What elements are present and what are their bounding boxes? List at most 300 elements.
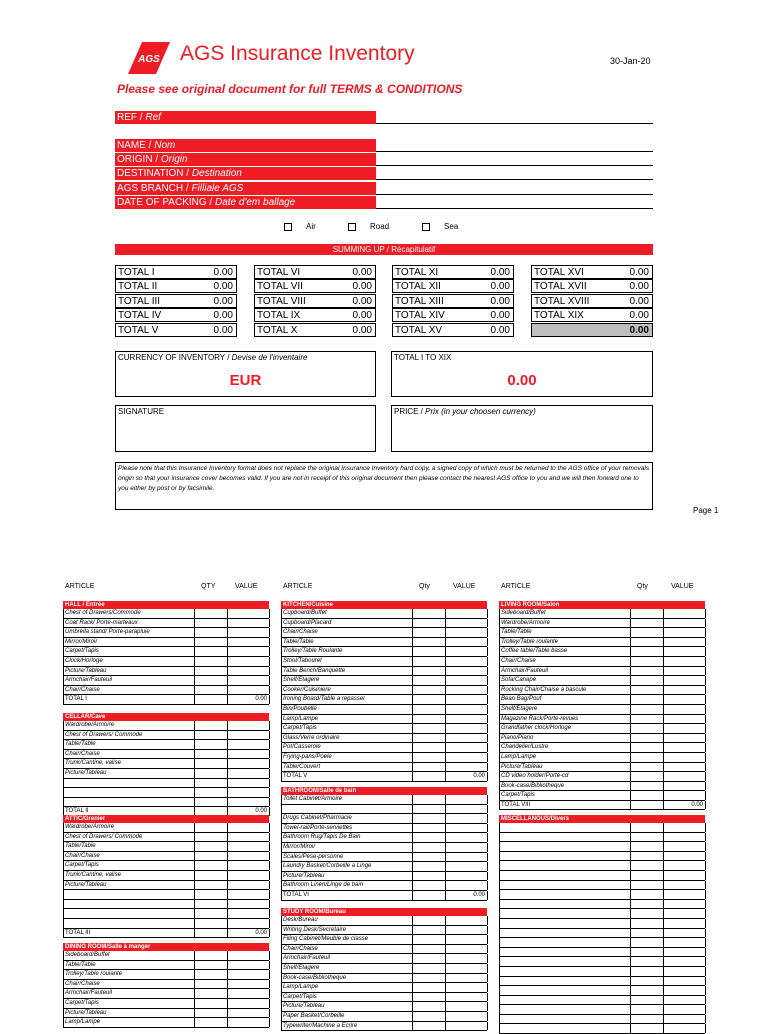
table-row[interactable]: [499, 705, 705, 715]
qty-cell[interactable]: [412, 945, 445, 954]
qty-cell[interactable]: [194, 619, 227, 628]
field-input-line[interactable]: [376, 194, 653, 195]
qty-cell[interactable]: [412, 1002, 445, 1011]
qty-cell[interactable]: [412, 935, 445, 944]
table-row[interactable]: [281, 964, 487, 974]
table-row[interactable]: [63, 871, 269, 881]
qty-cell[interactable]: [630, 890, 663, 899]
qty-cell[interactable]: [194, 980, 227, 989]
value-cell[interactable]: [663, 647, 706, 656]
table-row[interactable]: [63, 740, 269, 750]
field-input-line[interactable]: [376, 165, 653, 166]
table-row[interactable]: [499, 791, 705, 801]
value-cell[interactable]: [445, 734, 488, 743]
qty-cell[interactable]: [630, 1005, 663, 1014]
qty-cell[interactable]: [412, 926, 445, 935]
table-row[interactable]: [499, 609, 705, 619]
table-row[interactable]: [499, 929, 705, 939]
qty-cell[interactable]: [630, 609, 663, 618]
table-row[interactable]: [281, 843, 487, 853]
qty-cell[interactable]: [630, 871, 663, 880]
qty-cell[interactable]: [412, 705, 445, 714]
table-row[interactable]: [499, 1024, 705, 1034]
value-cell[interactable]: [663, 967, 706, 976]
value-cell[interactable]: [663, 890, 706, 899]
value-cell[interactable]: [445, 945, 488, 954]
table-row[interactable]: [281, 734, 487, 744]
value-cell[interactable]: [445, 667, 488, 676]
value-cell[interactable]: [445, 695, 488, 704]
value-cell[interactable]: [227, 852, 270, 861]
qty-cell[interactable]: [194, 731, 227, 740]
value-cell[interactable]: [227, 890, 270, 899]
qty-cell[interactable]: [194, 628, 227, 637]
value-cell[interactable]: [445, 705, 488, 714]
table-row[interactable]: [499, 676, 705, 686]
qty-cell[interactable]: [194, 871, 227, 880]
table-row[interactable]: [499, 996, 705, 1006]
value-cell[interactable]: [227, 1009, 270, 1018]
table-row[interactable]: [63, 657, 269, 667]
table-row[interactable]: [281, 667, 487, 677]
qty-cell[interactable]: [630, 967, 663, 976]
qty-cell[interactable]: [412, 609, 445, 618]
qty-cell[interactable]: [412, 763, 445, 772]
qty-cell[interactable]: [194, 999, 227, 1008]
table-row[interactable]: [499, 909, 705, 919]
qty-cell[interactable]: [194, 609, 227, 618]
table-row[interactable]: [63, 833, 269, 843]
qty-cell[interactable]: [630, 628, 663, 637]
value-cell[interactable]: [445, 647, 488, 656]
value-cell[interactable]: [227, 961, 270, 970]
qty-cell[interactable]: [630, 986, 663, 995]
qty-cell[interactable]: [630, 686, 663, 695]
table-row[interactable]: [281, 686, 487, 696]
qty-cell[interactable]: [630, 919, 663, 928]
value-cell[interactable]: [663, 948, 706, 957]
value-cell[interactable]: [227, 667, 270, 676]
value-cell[interactable]: [227, 676, 270, 685]
table-row[interactable]: [499, 772, 705, 782]
table-row[interactable]: [499, 753, 705, 763]
value-cell[interactable]: [663, 977, 706, 986]
value-cell[interactable]: [663, 957, 706, 966]
qty-cell[interactable]: [412, 974, 445, 983]
qty-cell[interactable]: [194, 900, 227, 909]
table-row[interactable]: [499, 957, 705, 967]
table-row[interactable]: [63, 798, 269, 808]
table-row[interactable]: [281, 795, 487, 805]
value-cell[interactable]: [663, 638, 706, 647]
table-row[interactable]: [63, 619, 269, 629]
qty-cell[interactable]: [194, 667, 227, 676]
qty-cell[interactable]: [194, 823, 227, 832]
table-row[interactable]: [499, 667, 705, 677]
table-row[interactable]: [499, 743, 705, 753]
table-row[interactable]: [63, 980, 269, 990]
qty-cell[interactable]: [630, 852, 663, 861]
table-row[interactable]: [63, 890, 269, 900]
qty-cell[interactable]: [630, 724, 663, 733]
value-cell[interactable]: [663, 852, 706, 861]
qty-cell[interactable]: [412, 1012, 445, 1021]
table-row[interactable]: [281, 926, 487, 936]
table-row[interactable]: [63, 999, 269, 1009]
qty-cell[interactable]: [194, 919, 227, 928]
qty-cell[interactable]: [630, 1015, 663, 1024]
qty-cell[interactable]: [412, 1022, 445, 1031]
qty-cell[interactable]: [412, 881, 445, 890]
value-cell[interactable]: [663, 871, 706, 880]
qty-cell[interactable]: [412, 805, 445, 814]
qty-cell[interactable]: [630, 667, 663, 676]
qty-cell[interactable]: [194, 951, 227, 960]
table-row[interactable]: [63, 970, 269, 980]
value-cell[interactable]: [663, 881, 706, 890]
table-row[interactable]: [281, 715, 487, 725]
table-row[interactable]: [281, 609, 487, 619]
table-row[interactable]: [281, 862, 487, 872]
table-row[interactable]: [281, 983, 487, 993]
qty-cell[interactable]: [412, 638, 445, 647]
qty-cell[interactable]: [194, 833, 227, 842]
value-cell[interactable]: [663, 667, 706, 676]
value-cell[interactable]: [663, 986, 706, 995]
value-cell[interactable]: [663, 657, 706, 666]
qty-cell[interactable]: [412, 647, 445, 656]
value-cell[interactable]: [445, 935, 488, 944]
qty-cell[interactable]: [630, 842, 663, 851]
value-cell[interactable]: [663, 743, 706, 752]
table-row[interactable]: [499, 782, 705, 792]
value-cell[interactable]: [227, 740, 270, 749]
qty-cell[interactable]: [630, 638, 663, 647]
table-row[interactable]: [499, 938, 705, 948]
transport-checkbox[interactable]: [348, 223, 356, 231]
value-cell[interactable]: [227, 919, 270, 928]
qty-cell[interactable]: [412, 724, 445, 733]
value-cell[interactable]: [227, 970, 270, 979]
value-cell[interactable]: [663, 715, 706, 724]
table-row[interactable]: [63, 676, 269, 686]
qty-cell[interactable]: [412, 954, 445, 963]
qty-cell[interactable]: [412, 695, 445, 704]
qty-cell[interactable]: [630, 743, 663, 752]
value-cell[interactable]: [445, 853, 488, 862]
qty-cell[interactable]: [630, 909, 663, 918]
table-row[interactable]: [63, 609, 269, 619]
table-row[interactable]: [499, 734, 705, 744]
value-cell[interactable]: [227, 909, 270, 918]
value-cell[interactable]: [663, 753, 706, 762]
table-row[interactable]: [63, 900, 269, 910]
qty-cell[interactable]: [412, 993, 445, 1002]
currency-box[interactable]: [115, 351, 376, 397]
value-cell[interactable]: [445, 843, 488, 852]
value-cell[interactable]: [445, 657, 488, 666]
qty-cell[interactable]: [412, 983, 445, 992]
qty-cell[interactable]: [194, 676, 227, 685]
table-row[interactable]: [63, 721, 269, 731]
table-row[interactable]: [63, 769, 269, 779]
qty-cell[interactable]: [630, 647, 663, 656]
value-cell[interactable]: [445, 1002, 488, 1011]
value-cell[interactable]: [227, 731, 270, 740]
qty-cell[interactable]: [194, 638, 227, 647]
value-cell[interactable]: [663, 909, 706, 918]
qty-cell[interactable]: [630, 657, 663, 666]
value-cell[interactable]: [445, 1022, 488, 1031]
value-cell[interactable]: [663, 938, 706, 947]
table-row[interactable]: [63, 1009, 269, 1019]
value-cell[interactable]: [227, 842, 270, 851]
qty-cell[interactable]: [194, 1009, 227, 1018]
value-cell[interactable]: [663, 695, 706, 704]
table-row[interactable]: [499, 842, 705, 852]
qty-cell[interactable]: [194, 686, 227, 695]
table-row[interactable]: [63, 779, 269, 789]
value-cell[interactable]: [445, 824, 488, 833]
qty-cell[interactable]: [630, 938, 663, 947]
value-cell[interactable]: [445, 862, 488, 871]
qty-cell[interactable]: [630, 763, 663, 772]
qty-cell[interactable]: [630, 619, 663, 628]
table-row[interactable]: [499, 833, 705, 843]
value-cell[interactable]: [227, 647, 270, 656]
table-row[interactable]: [63, 861, 269, 871]
qty-cell[interactable]: [412, 667, 445, 676]
qty-cell[interactable]: [412, 853, 445, 862]
value-cell[interactable]: [445, 993, 488, 1002]
field-input-line[interactable]: [376, 208, 653, 209]
value-cell[interactable]: [445, 763, 488, 772]
value-cell[interactable]: [227, 750, 270, 759]
value-cell[interactable]: [663, 1015, 706, 1024]
value-cell[interactable]: [227, 861, 270, 870]
value-cell[interactable]: [445, 983, 488, 992]
qty-cell[interactable]: [412, 657, 445, 666]
qty-cell[interactable]: [412, 833, 445, 842]
qty-cell[interactable]: [412, 676, 445, 685]
value-cell[interactable]: [445, 676, 488, 685]
value-cell[interactable]: [227, 628, 270, 637]
table-row[interactable]: [281, 695, 487, 705]
table-row[interactable]: [63, 638, 269, 648]
qty-cell[interactable]: [194, 721, 227, 730]
value-cell[interactable]: [227, 788, 270, 797]
table-row[interactable]: [499, 619, 705, 629]
table-row[interactable]: [281, 814, 487, 824]
table-row[interactable]: [63, 909, 269, 919]
value-cell[interactable]: [663, 791, 706, 800]
value-cell[interactable]: [445, 715, 488, 724]
value-cell[interactable]: [445, 609, 488, 618]
qty-cell[interactable]: [412, 843, 445, 852]
table-row[interactable]: [63, 750, 269, 760]
table-row[interactable]: [499, 715, 705, 725]
table-row[interactable]: [63, 759, 269, 769]
value-cell[interactable]: [227, 881, 270, 890]
transport-checkbox[interactable]: [284, 223, 292, 231]
qty-cell[interactable]: [630, 929, 663, 938]
table-row[interactable]: [499, 724, 705, 734]
value-cell[interactable]: [445, 628, 488, 637]
field-input-line[interactable]: [376, 123, 653, 124]
value-cell[interactable]: [445, 833, 488, 842]
table-row[interactable]: [281, 974, 487, 984]
qty-cell[interactable]: [194, 750, 227, 759]
qty-cell[interactable]: [412, 619, 445, 628]
value-cell[interactable]: [663, 1024, 706, 1033]
value-cell[interactable]: [445, 795, 488, 804]
table-row[interactable]: [281, 743, 487, 753]
field-input-line[interactable]: [376, 179, 653, 180]
table-row[interactable]: [281, 657, 487, 667]
qty-cell[interactable]: [630, 782, 663, 791]
table-row[interactable]: [63, 788, 269, 798]
value-cell[interactable]: [663, 929, 706, 938]
table-row[interactable]: [499, 919, 705, 929]
table-row[interactable]: [499, 1015, 705, 1025]
value-cell[interactable]: [227, 951, 270, 960]
qty-cell[interactable]: [412, 814, 445, 823]
table-row[interactable]: [63, 989, 269, 999]
table-row[interactable]: [281, 724, 487, 734]
value-cell[interactable]: [663, 763, 706, 772]
value-cell[interactable]: [663, 772, 706, 781]
value-cell[interactable]: [227, 769, 270, 778]
value-cell[interactable]: [663, 823, 706, 832]
value-cell[interactable]: [445, 619, 488, 628]
qty-cell[interactable]: [412, 686, 445, 695]
table-row[interactable]: [499, 657, 705, 667]
value-cell[interactable]: [663, 861, 706, 870]
transport-checkbox[interactable]: [422, 223, 430, 231]
value-cell[interactable]: [445, 881, 488, 890]
value-cell[interactable]: [663, 734, 706, 743]
value-cell[interactable]: [445, 686, 488, 695]
value-cell[interactable]: [227, 999, 270, 1008]
table-row[interactable]: [281, 1022, 487, 1032]
table-row[interactable]: [281, 676, 487, 686]
table-row[interactable]: [281, 763, 487, 773]
qty-cell[interactable]: [630, 957, 663, 966]
value-cell[interactable]: [445, 814, 488, 823]
qty-cell[interactable]: [194, 842, 227, 851]
qty-cell[interactable]: [194, 740, 227, 749]
qty-cell[interactable]: [194, 852, 227, 861]
table-row[interactable]: [281, 705, 487, 715]
value-cell[interactable]: [663, 842, 706, 851]
qty-cell[interactable]: [630, 715, 663, 724]
value-cell[interactable]: [663, 996, 706, 1005]
table-row[interactable]: [499, 948, 705, 958]
qty-cell[interactable]: [412, 916, 445, 925]
table-row[interactable]: [281, 638, 487, 648]
value-cell[interactable]: [227, 721, 270, 730]
table-row[interactable]: [499, 647, 705, 657]
table-row[interactable]: [499, 628, 705, 638]
value-cell[interactable]: [663, 628, 706, 637]
value-cell[interactable]: [445, 805, 488, 814]
table-row[interactable]: [499, 977, 705, 987]
qty-cell[interactable]: [630, 1024, 663, 1033]
value-cell[interactable]: [445, 926, 488, 935]
value-cell[interactable]: [445, 916, 488, 925]
qty-cell[interactable]: [630, 753, 663, 762]
value-cell[interactable]: [663, 900, 706, 909]
value-cell[interactable]: [445, 954, 488, 963]
qty-cell[interactable]: [630, 948, 663, 957]
table-row[interactable]: [499, 686, 705, 696]
table-row[interactable]: [499, 986, 705, 996]
value-cell[interactable]: [445, 743, 488, 752]
table-row[interactable]: [63, 1018, 269, 1028]
table-row[interactable]: [63, 881, 269, 891]
value-cell[interactable]: [663, 676, 706, 685]
table-row[interactable]: [281, 833, 487, 843]
qty-cell[interactable]: [630, 881, 663, 890]
table-row[interactable]: [499, 881, 705, 891]
value-cell[interactable]: [663, 1005, 706, 1014]
table-row[interactable]: [281, 945, 487, 955]
table-row[interactable]: [281, 824, 487, 834]
qty-cell[interactable]: [412, 964, 445, 973]
qty-cell[interactable]: [194, 647, 227, 656]
table-row[interactable]: [63, 731, 269, 741]
qty-cell[interactable]: [412, 872, 445, 881]
value-cell[interactable]: [227, 657, 270, 666]
value-cell[interactable]: [227, 638, 270, 647]
field-input-line[interactable]: [376, 151, 653, 152]
table-row[interactable]: [499, 871, 705, 881]
table-row[interactable]: [63, 842, 269, 852]
table-row[interactable]: [63, 686, 269, 696]
qty-cell[interactable]: [630, 977, 663, 986]
qty-cell[interactable]: [412, 824, 445, 833]
value-cell[interactable]: [663, 782, 706, 791]
value-cell[interactable]: [227, 1018, 270, 1027]
table-row[interactable]: [63, 628, 269, 638]
value-cell[interactable]: [445, 1012, 488, 1021]
table-row[interactable]: [499, 763, 705, 773]
qty-cell[interactable]: [630, 900, 663, 909]
value-cell[interactable]: [227, 989, 270, 998]
qty-cell[interactable]: [194, 989, 227, 998]
qty-cell[interactable]: [412, 753, 445, 762]
table-row[interactable]: [63, 961, 269, 971]
table-row[interactable]: [499, 900, 705, 910]
table-row[interactable]: [63, 667, 269, 677]
table-row[interactable]: [281, 872, 487, 882]
value-cell[interactable]: [663, 686, 706, 695]
qty-cell[interactable]: [194, 657, 227, 666]
value-cell[interactable]: [227, 779, 270, 788]
qty-cell[interactable]: [412, 795, 445, 804]
table-row[interactable]: [281, 647, 487, 657]
qty-cell[interactable]: [630, 996, 663, 1005]
qty-cell[interactable]: [194, 1018, 227, 1027]
value-cell[interactable]: [663, 724, 706, 733]
qty-cell[interactable]: [630, 705, 663, 714]
value-cell[interactable]: [227, 619, 270, 628]
table-row[interactable]: [281, 619, 487, 629]
value-cell[interactable]: [227, 871, 270, 880]
table-row[interactable]: [499, 852, 705, 862]
qty-cell[interactable]: [630, 734, 663, 743]
qty-cell[interactable]: [630, 823, 663, 832]
